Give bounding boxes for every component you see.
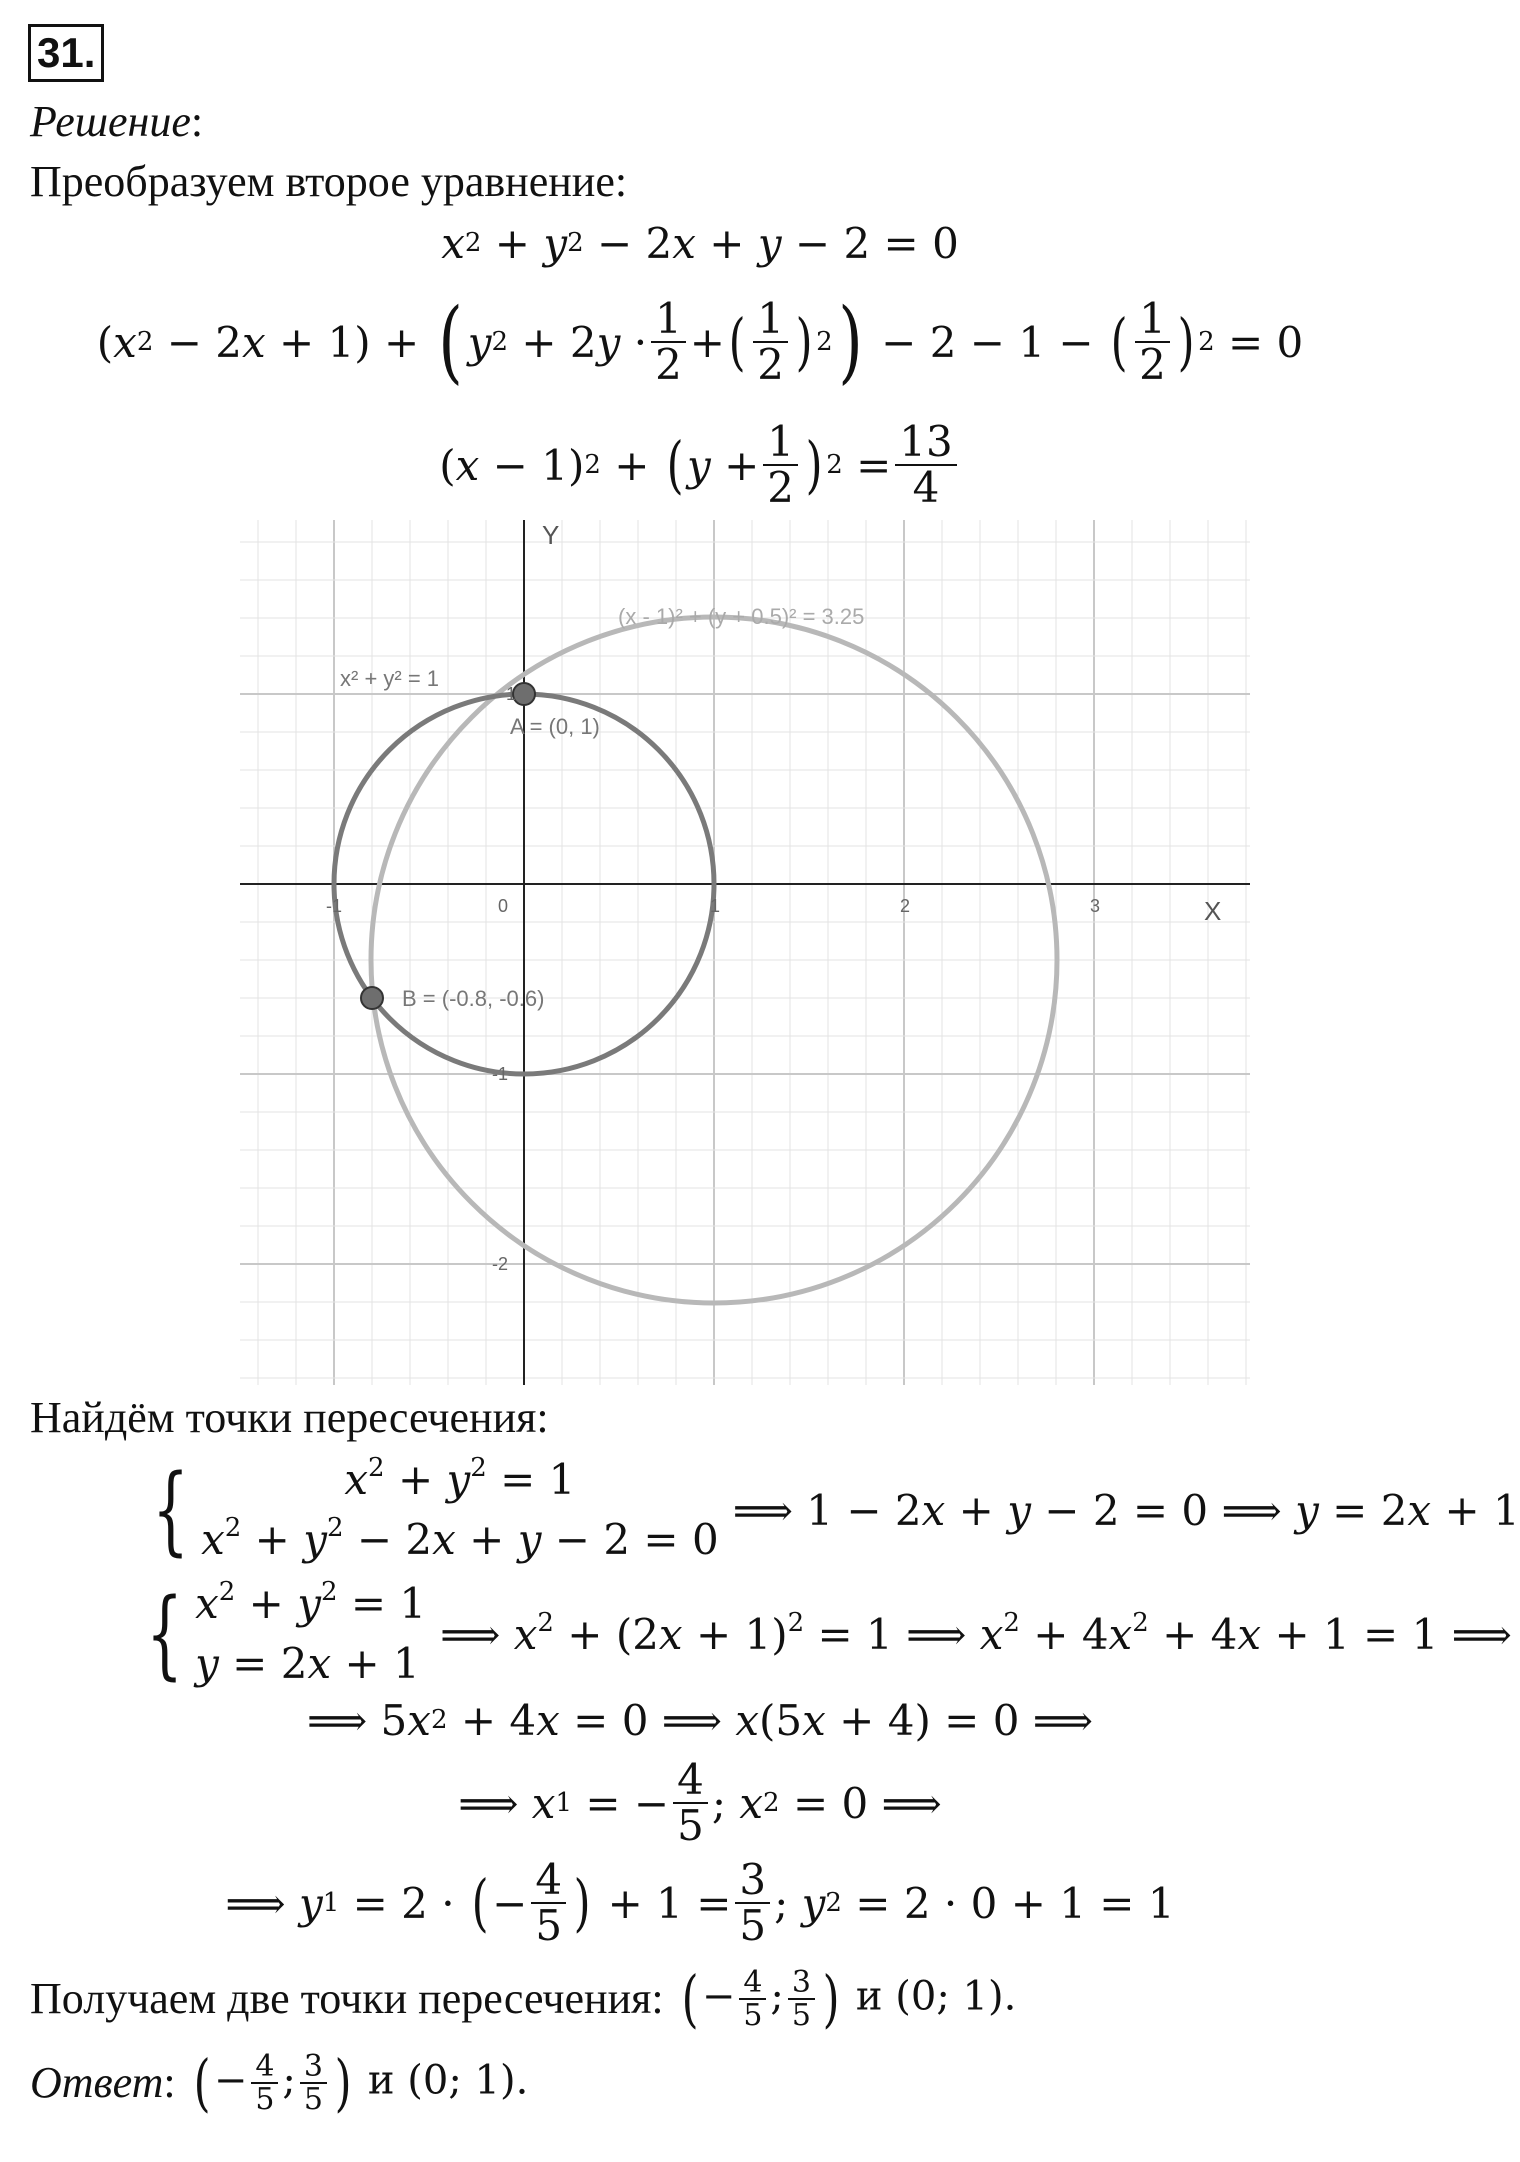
y-tick-1: 1 — [506, 684, 517, 704]
line-b: ⟹ x 1 = − $\frac{4}{5}$ ; x 2 = 0 ⟹ — [458, 1754, 942, 1850]
equation-3: ( x − 1) 2 + ( y + $\frac{1}{2}$ ) 2 = $\frac{13}{4}$ — [0, 410, 1400, 520]
x-axis-label: X — [1204, 896, 1222, 926]
result-line — [30, 1962, 1016, 2036]
solution-label-text: Решение — [30, 97, 191, 146]
point-a — [513, 683, 535, 705]
result-text: Получаем две точки пересечения: — [30, 1974, 664, 2023]
answer-label-text: Ответ — [30, 2058, 164, 2107]
answer-line — [30, 2046, 528, 2120]
step2-text: Найдём точки пересечения: — [30, 1393, 549, 1442]
small-circle-label: x² + y² = 1 — [340, 666, 440, 691]
y-tick-minus1: -1 — [492, 1064, 509, 1084]
system-1: { $x^2 + y^2 = 1$ $x^2 + y^2 - 2x + y - 2 = 0$ ⟹ 1 − 2x + y − 2 = 0 ⟹ y = 2x + 1 — [152, 1453, 1520, 1566]
point-a-label: A = (0, 1) — [510, 714, 600, 739]
system-2: { $x^2 + y^2 = 1$ y = 2x + 1 ⟹ $x^2 + (2x + 1)^2 = 1$ ⟹ $x^2 + 4x^2 + 4x + 1 = 1$ ⟹ — [146, 1577, 1512, 1690]
colon: : — [190, 97, 204, 146]
answer-colon: : — [163, 2058, 176, 2107]
result-points: (− $\frac{4}{5}$ ; $\frac{3}{5}$ ) и (0; 1). — [681, 1962, 1017, 2035]
x-tick-3: 3 — [1090, 896, 1101, 916]
answer-label — [30, 2057, 176, 2109]
problem-number: 31. — [28, 24, 104, 82]
conj-1: и — [855, 1973, 883, 2019]
grid — [240, 520, 1250, 1385]
equation-2: ( x 2 − 2 x + 1) + ( y 2 + 2 y · $\frac{1}{2}$ + ( $\frac{1}{2}$ ) 2 ) − 2 − 1 − ( $\frac{1}{2}$ ) 2 = 0 — [96, 289, 1304, 394]
x-tick-0: 0 — [498, 896, 509, 916]
line-c: ⟹ y 1 = 2 · ( − $\frac{4}{5}$ ) + 1 = $\frac{3}{5}$ ; y 2 = 2 · 0 + 1 = 1 — [225, 1854, 1175, 1950]
step1-text: Преобразуем второе уравнение: — [30, 157, 628, 206]
graph — [230, 520, 1270, 1390]
solution-label — [30, 96, 203, 148]
x-tick-2: 2 — [900, 896, 911, 916]
axes — [240, 520, 1250, 1385]
big-circle-label: (x - 1)² + (y + 0.5)² = 3.25 — [618, 604, 865, 629]
answer-points: (− $\frac{4}{5}$ ; $\frac{3}{5}$ ) и (0; 1). — [193, 2046, 529, 2119]
x-tick-minus1: -1 — [326, 896, 343, 916]
y-axis-label: Y — [542, 520, 560, 550]
line-a: ⟹ 5 x 2 + 4 x = 0 ⟹ x (5 x + 4) = 0 ⟹ — [306, 1695, 1094, 1745]
brace-1: { — [152, 1454, 189, 1566]
conj-2: и — [367, 2057, 395, 2103]
x-tick-1: 1 — [710, 896, 721, 916]
equation-1: x 2 + y 2 − 2 x + y − 2 = 0 — [441, 218, 959, 268]
y-tick-minus2: -2 — [492, 1254, 509, 1274]
point-b — [361, 987, 383, 1009]
brace-2: { — [146, 1578, 183, 1690]
point-b-label: B = (-0.8, -0.6) — [402, 986, 545, 1011]
